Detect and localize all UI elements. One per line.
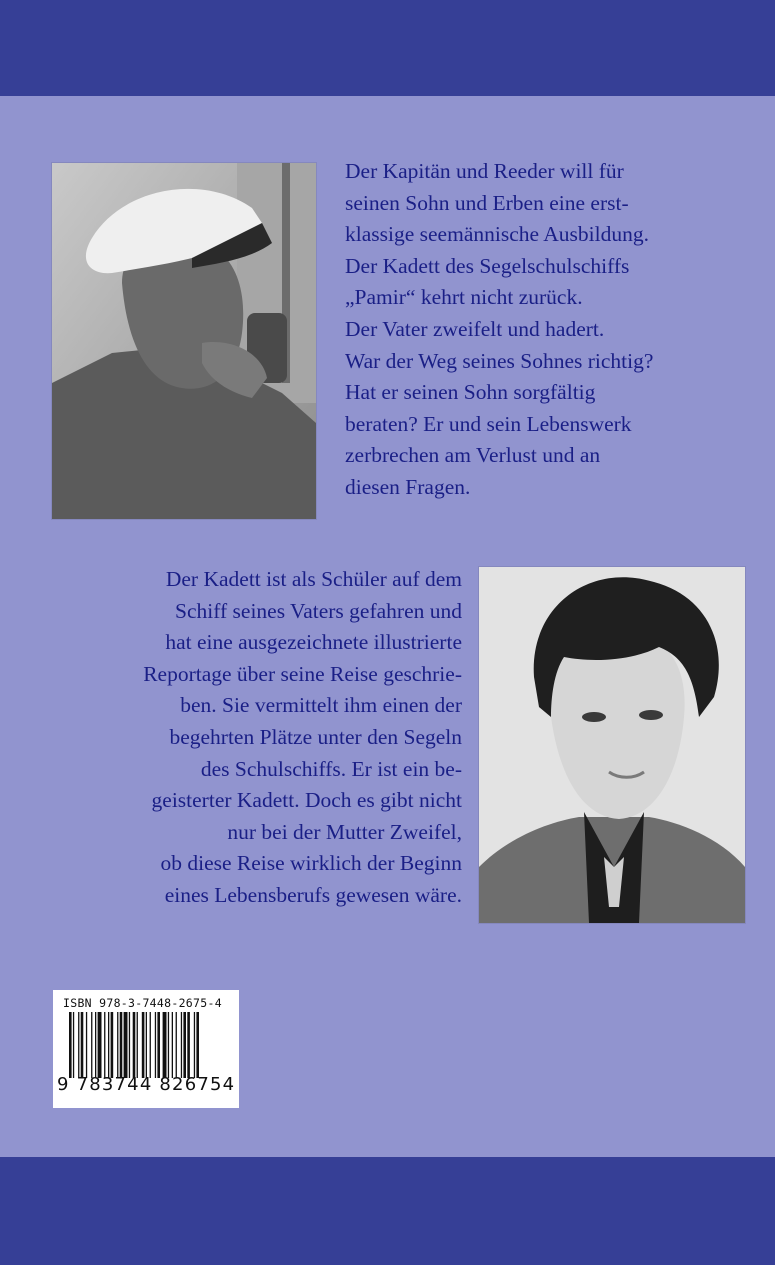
barcode-bar	[181, 1012, 182, 1078]
blurb-line: des Schulschiffs. Er ist ein be-	[200, 756, 462, 781]
blurb-line: begehrten Plätze unter den Segeln	[169, 724, 462, 749]
top-band	[0, 0, 775, 96]
barcode-bar	[163, 1012, 167, 1078]
barcode-bar	[194, 1012, 195, 1078]
barcode-digits: 9 783744 826754	[57, 1074, 236, 1095]
barcode-bar	[133, 1012, 136, 1078]
blurb-line: Der Vater zweifelt und hadert.	[345, 316, 605, 341]
barcode-bar	[91, 1012, 92, 1078]
barcode-bar	[142, 1012, 145, 1078]
barcode-bar	[183, 1012, 186, 1078]
barcode-bar	[117, 1012, 118, 1078]
barcode-bar	[86, 1012, 87, 1078]
barcode-bar	[124, 1012, 128, 1078]
barcode-bar	[129, 1012, 130, 1078]
blurb-line: hat eine ausgezeichnete illustrierte	[165, 630, 462, 655]
barcode-bar	[196, 1012, 199, 1078]
blurb-line: Der Kadett des Segelschulschiffs	[345, 253, 630, 278]
blurb-line: Hat er seinen Sohn sorgfältig	[345, 380, 596, 405]
barcode-bar	[73, 1012, 74, 1078]
blurb-line: War der Weg seines Sohnes richtig?	[345, 348, 654, 373]
barcode-bar	[146, 1012, 147, 1078]
barcode-bar	[95, 1012, 96, 1078]
barcode-bar	[155, 1012, 156, 1078]
barcode-bar	[98, 1012, 102, 1078]
blurb-line: ben. Sie vermittelt ihm einen der	[180, 693, 462, 718]
barcode-bar	[150, 1012, 151, 1078]
barcode-bar	[69, 1012, 72, 1078]
blurb-line: ob diese Reise wirklich der Beginn	[160, 851, 462, 876]
blurb-line: klassige seemännische Ausbildung.	[345, 222, 649, 247]
barcode-bar	[108, 1012, 109, 1078]
blurb-line: Der Kapitän und Reeder will für	[345, 159, 624, 183]
blurb-line: „Pamir“ kehrt nicht zurück.	[345, 285, 583, 310]
cadet-photo	[479, 567, 745, 923]
barcode-bar	[78, 1012, 79, 1078]
barcode-bar	[172, 1012, 173, 1078]
blurb-line: geisterter Kadett. Doch es gibt nicht	[151, 788, 462, 813]
blurb-line: beraten? Er und sein Lebenswerk	[345, 411, 632, 436]
blurb-line: Schiff seines Vaters gefahren und	[175, 598, 462, 623]
barcode-bar	[104, 1012, 105, 1078]
blurb-line: Reportage über seine Reise geschrie-	[143, 661, 462, 686]
cadet-photo-illustration	[479, 567, 745, 923]
barcode-bar	[157, 1012, 160, 1078]
blurb-line: seinen Sohn und Erben eine erst-	[345, 190, 629, 215]
barcode-bar	[111, 1012, 114, 1078]
barcode-bar	[176, 1012, 177, 1078]
bottom-band	[0, 1157, 775, 1265]
barcode-bar	[137, 1012, 138, 1078]
blurb-line: eines Lebensberufs gewesen wäre.	[164, 882, 462, 907]
isbn-label: ISBN 978-3-7448-2675-4	[63, 996, 222, 1010]
isbn-barcode	[53, 990, 239, 1108]
blurb-line: zerbrechen am Verlust und an	[345, 443, 601, 468]
blurb-line: nur bei der Mutter Zweifel,	[227, 819, 462, 844]
captain-photo-illustration	[52, 163, 316, 519]
barcode-bar	[187, 1012, 190, 1078]
captain-blurb	[345, 156, 755, 504]
captain-photo	[52, 163, 316, 519]
barcode-bar	[168, 1012, 169, 1078]
blurb-line: Der Kadett ist als Schüler auf dem	[165, 567, 462, 591]
blurb-line: diesen Fragen.	[345, 474, 471, 499]
cadet-blurb	[52, 564, 462, 912]
barcode-bar	[81, 1012, 84, 1078]
barcode-bars	[69, 1012, 231, 1078]
barcode-bar	[120, 1012, 123, 1078]
